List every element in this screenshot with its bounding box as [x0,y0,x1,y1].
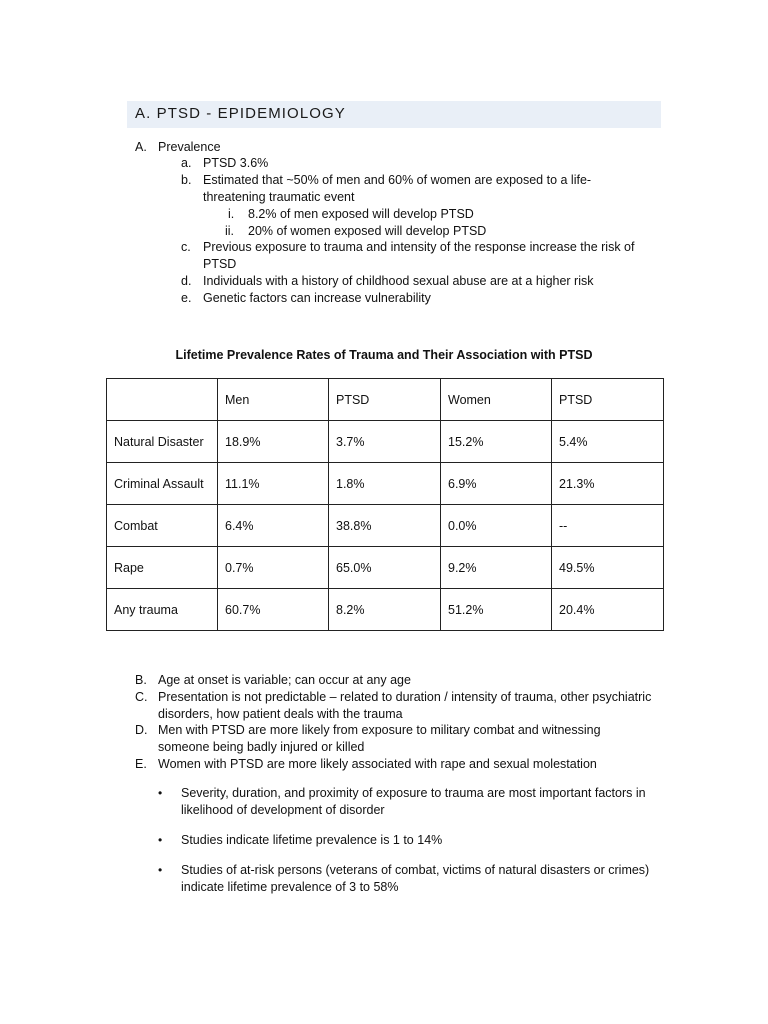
table-cell: 0.7% [218,547,329,589]
bullet-icon: • [158,833,163,847]
table-cell: 49.5% [552,547,664,589]
outline-marker: D. [135,723,148,737]
bullet-text: likelihood of development of disorder [181,803,385,817]
outline-text: Men with PTSD are more likely from exposure to military combat and witnessing [158,723,601,737]
prevalence-subitem-text: 20% of women exposed will develop PTSD [248,224,487,238]
table-cell: 1.8% [329,463,441,505]
prevalence-item-marker: e. [181,291,192,305]
bullet-text: Studies of at-risk persons (veterans of combat, victims of natural disasters or crimes) [181,863,650,877]
table-cell: 60.7% [218,589,329,631]
table-cell: 0.0% [441,505,552,547]
table-cell: 11.1% [218,463,329,505]
table-cell: 9.2% [441,547,552,589]
outline-text: Women with PTSD are more likely associated with rape and sexual molestation [158,757,597,771]
table-row [107,547,664,589]
table-title: Lifetime Prevalence Rates of Trauma and Their Association with PTSD [175,348,593,362]
prevalence-item-marker: c. [181,240,191,254]
outline-text: Presentation is not predictable – related to duration / intensity of trauma, other psychiatric [158,690,652,704]
bullet-icon: • [158,786,163,800]
table-cell: 3.7% [329,421,441,463]
table-cell: 20.4% [552,589,664,631]
table-cell: Rape [107,547,218,589]
prevalence-subitem-marker: ii. [225,224,235,238]
table-cell: 38.8% [329,505,441,547]
table-cell: 18.9% [218,421,329,463]
trauma-prevalence-table [106,378,664,631]
table-cell: 51.2% [441,589,552,631]
table-header-cell: Women [441,379,552,421]
prevalence-item-text: threatening traumatic event [203,190,355,204]
table-cell: 6.4% [218,505,329,547]
table-header-row [107,379,664,421]
section-header [127,101,661,128]
prevalence-label: Prevalence [158,140,221,154]
outline-text: someone being badly injured or killed [158,740,365,754]
table-row [107,505,664,547]
outline-marker: E. [135,757,147,771]
outline-text: disorders, how patient deals with the trauma [158,707,403,721]
prevalence-item-text: Genetic factors can increase vulnerability [203,291,431,305]
prevalence-item-text: PTSD [203,257,237,271]
table-cell: Criminal Assault [107,463,218,505]
prevalence-item-text: PTSD 3.6% [203,156,269,170]
prevalence-subitem-text: 8.2% of men exposed will develop PTSD [248,207,474,221]
table-cell: 5.4% [552,421,664,463]
table-row [107,589,664,631]
prevalence-item-text: Previous exposure to trauma and intensity of the response increase the risk of [203,240,635,254]
table-header-cell: PTSD [552,379,664,421]
table-cell: 15.2% [441,421,552,463]
prevalence-subitem-marker: i. [228,207,235,221]
table-cell: Combat [107,505,218,547]
table-row [107,463,664,505]
table-cell: 65.0% [329,547,441,589]
prevalence-item-text: Individuals with a history of childhood sexual abuse are at a higher risk [203,274,594,288]
section-title: A. PTSD - EPIDEMIOLOGY [135,105,346,122]
table-cell: Any trauma [107,589,218,631]
bullet-text: Studies indicate lifetime prevalence is 1 to 14% [181,833,443,847]
table-cell: Natural Disaster [107,421,218,463]
outline-text: Age at onset is variable; can occur at any age [158,673,411,687]
table-cell: 21.3% [552,463,664,505]
prevalence-item-text: Estimated that ~50% of men and 60% of women are exposed to a life- [203,173,592,187]
prevalence-marker: A. [135,140,147,154]
table-header-cell: PTSD [329,379,441,421]
bullet-text: indicate lifetime prevalence of 3 to 58% [181,880,399,894]
bullet-text: Severity, duration, and proximity of exposure to trauma are most important factors in [181,786,646,800]
table-header-cell: Men [218,379,329,421]
outline-marker: B. [135,673,147,687]
bullet-icon: • [158,863,163,877]
table-cell: 8.2% [329,589,441,631]
outline-marker: C. [135,690,148,704]
prevalence-item-marker: b. [181,173,192,187]
table-cell: 6.9% [441,463,552,505]
table-header-cell [107,379,218,421]
prevalence-item-marker: d. [181,274,192,288]
prevalence-item-marker: a. [181,156,192,170]
table-row [107,421,664,463]
table-cell: -- [552,505,664,547]
